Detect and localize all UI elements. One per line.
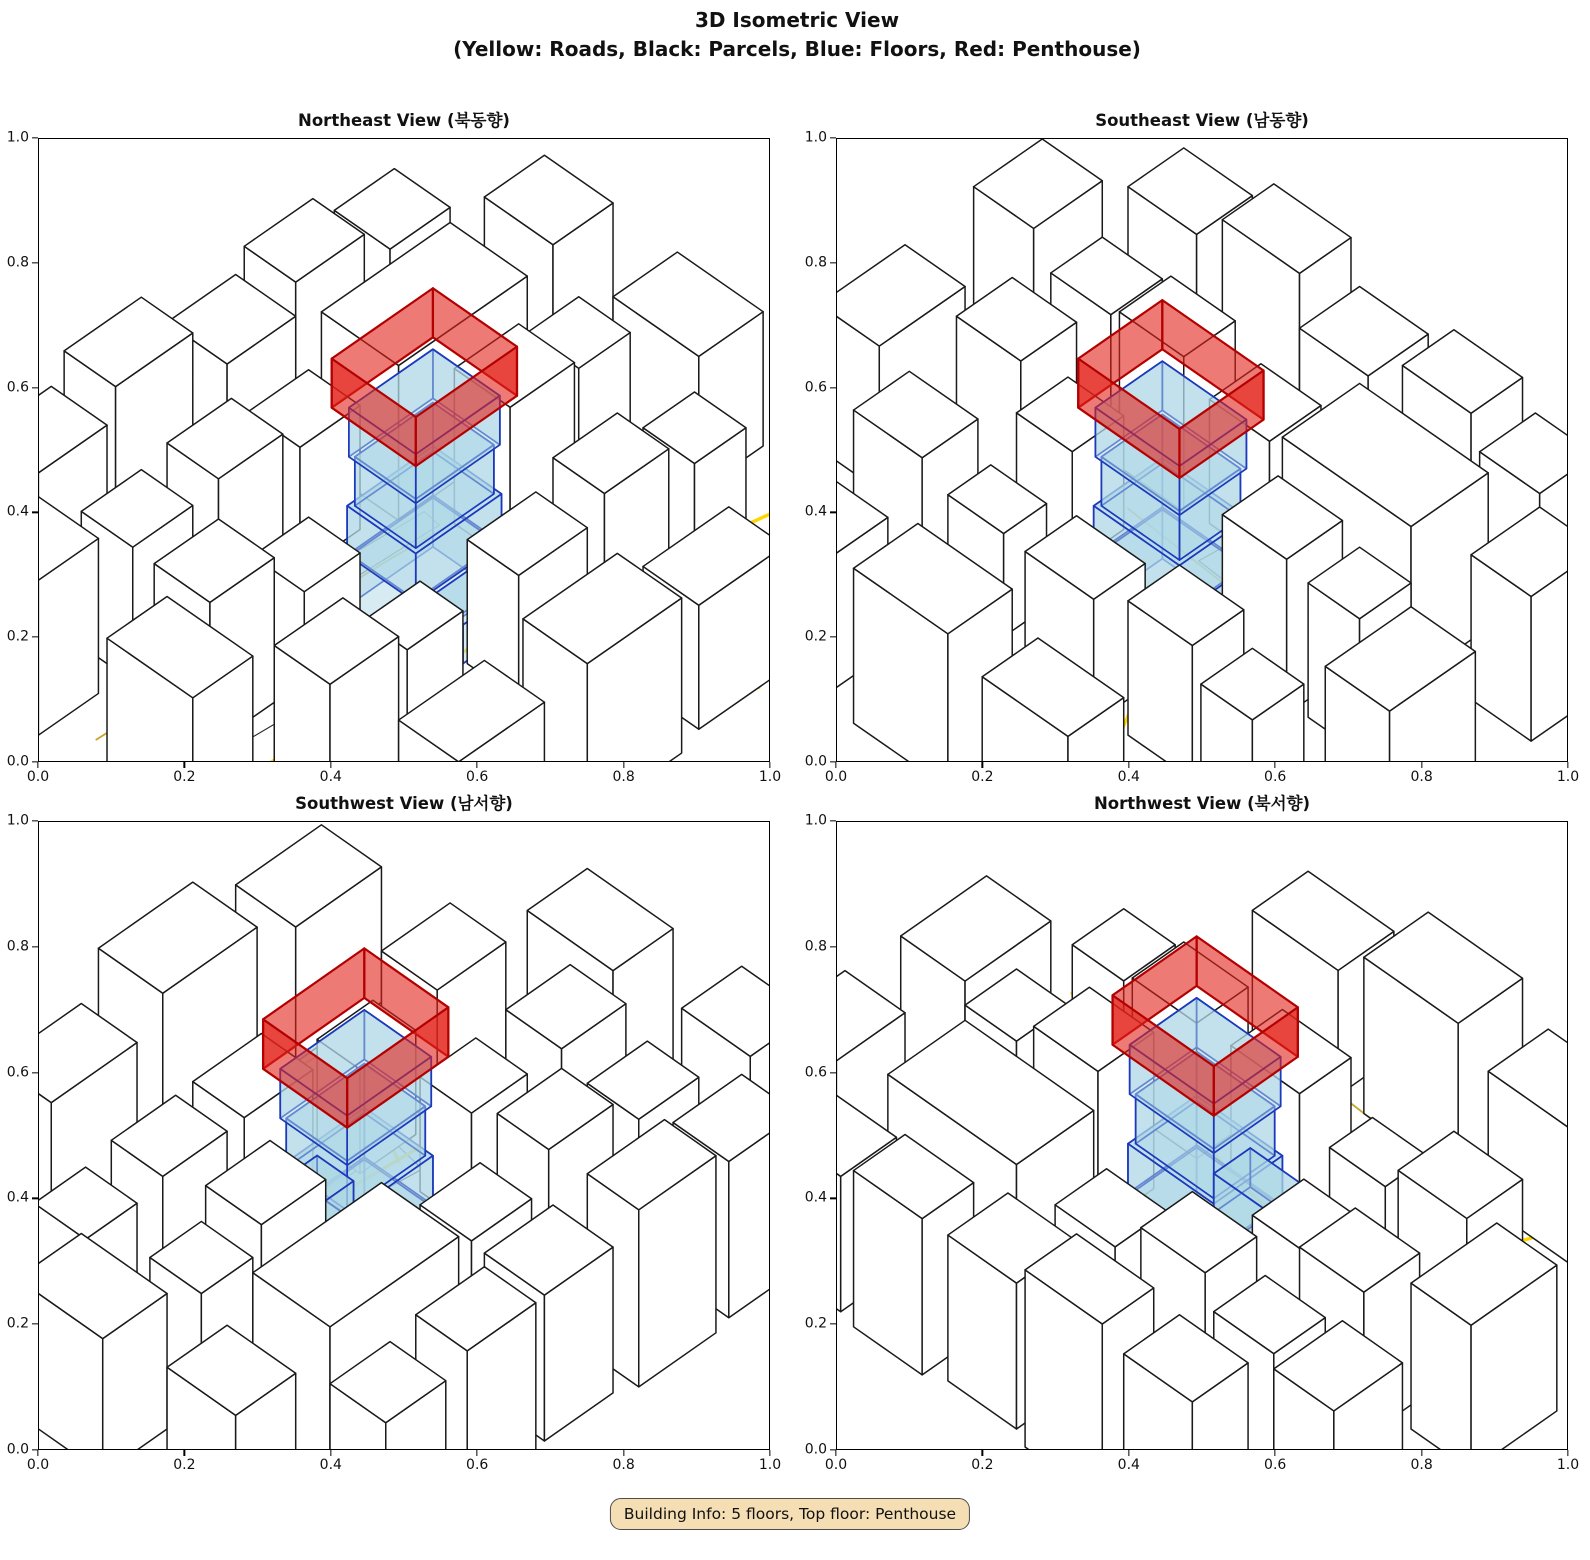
y-tick-label: 1.0 [804,129,827,146]
x-tick-label: 0.0 [824,1457,848,1473]
x-tick-label: 0.8 [1410,1457,1433,1473]
y-tick-mark [32,137,38,138]
building-info-badge: Building Info: 5 floors, Top floor: Penthouse [610,1498,970,1530]
y-tick-mark [32,1072,38,1073]
subplot-title-southeast: Southeast View (남동향) [1095,111,1309,130]
x-tick-mark [1567,1450,1568,1456]
x-tick-label: 0.6 [466,769,489,785]
buildings-layer [837,871,1567,1449]
x-tick-label: 0.0 [26,769,50,785]
y-tick-mark [32,820,38,821]
y-tick-label: 0.8 [804,938,827,955]
y-tick-label: 0.6 [804,1064,827,1081]
y-tick-label: 0.6 [6,1064,29,1081]
y-tick-mark [830,946,836,947]
y-tick-label: 1.0 [6,812,29,829]
x-tick-label: 0.6 [466,1457,489,1473]
y-tick-label: 0.2 [6,1315,29,1332]
y-tick-label: 0.4 [804,1189,827,1206]
x-tick-label: 1.0 [1556,1457,1580,1473]
y-tick-mark [32,1198,38,1199]
x-tick-mark [623,762,624,768]
x-tick-label: 0.0 [26,1457,50,1473]
subplot-title-southwest: Southwest View (남서향) [295,794,513,813]
y-tick-mark [830,1449,836,1450]
plot-southwest [38,821,770,1450]
x-tick-label: 0.4 [319,1457,342,1473]
y-tick-label: 0.6 [804,379,827,396]
x-tick-label: 1.0 [758,769,782,785]
x-tick-mark [835,762,836,768]
y-tick-label: 0.0 [804,753,827,770]
x-tick-mark [477,762,478,768]
x-tick-mark [623,1450,624,1456]
x-tick-mark [1128,1450,1129,1456]
y-tick-label: 0.2 [6,628,29,645]
buildings-layer [39,155,769,761]
x-tick-mark [835,1450,836,1456]
x-tick-label: 0.2 [173,1457,196,1473]
y-tick-mark [32,1449,38,1450]
y-tick-mark [830,1324,836,1325]
y-tick-label: 0.0 [804,1441,827,1458]
y-tick-label: 0.0 [6,753,29,770]
buildings-layer [837,139,1567,761]
x-tick-label: 0.8 [612,1457,635,1473]
x-tick-mark [982,762,983,768]
scene-northwest [837,822,1567,1449]
y-tick-mark [32,946,38,947]
x-tick-label: 1.0 [758,1457,782,1473]
y-tick-mark [32,637,38,638]
y-tick-label: 0.4 [6,1189,29,1206]
subplot-title-northeast: Northeast View (북동향) [298,111,510,130]
x-tick-mark [477,1450,478,1456]
x-tick-label: 1.0 [1556,769,1580,785]
y-tick-mark [830,137,836,138]
y-tick-mark [32,761,38,762]
y-tick-label: 0.8 [6,938,29,955]
y-tick-label: 0.6 [6,379,29,396]
plot-southeast [836,138,1568,762]
x-tick-mark [1275,1450,1276,1456]
y-tick-mark [830,637,836,638]
x-tick-mark [982,1450,983,1456]
x-tick-mark [1421,762,1422,768]
x-tick-label: 0.8 [1410,769,1433,785]
figure-title [453,6,1141,64]
x-tick-mark [37,1450,38,1456]
x-tick-mark [1128,762,1129,768]
plot-northeast [38,138,770,762]
y-tick-label: 0.8 [6,254,29,271]
figure-title-line2: (Yellow: Roads, Black: Parcels, Blue: Floors, Red: Penthouse) [453,37,1141,61]
x-tick-label: 0.4 [1117,1457,1140,1473]
x-tick-mark [184,762,185,768]
x-tick-label: 0.6 [1264,769,1287,785]
x-tick-label: 0.4 [1117,769,1140,785]
y-tick-label: 0.8 [804,254,827,271]
y-tick-mark [830,387,836,388]
y-tick-mark [32,387,38,388]
subplot-title-northwest: Northwest View (북서향) [1093,794,1311,813]
y-tick-mark [32,262,38,263]
x-tick-label: 0.4 [319,769,342,785]
x-tick-label: 0.2 [971,1457,994,1473]
y-tick-mark [830,262,836,263]
y-tick-label: 1.0 [804,812,827,829]
scene-northeast [39,139,769,761]
y-tick-label: 1.0 [6,129,29,146]
x-tick-label: 0.0 [824,769,848,785]
x-tick-label: 0.2 [173,769,196,785]
y-tick-mark [830,761,836,762]
figure-title-line1: 3D Isometric View [694,8,900,32]
y-tick-label: 0.2 [804,1315,827,1332]
plot-northwest [836,821,1568,1450]
y-tick-mark [830,1198,836,1199]
x-tick-mark [37,762,38,768]
x-tick-label: 0.2 [971,769,994,785]
x-tick-mark [1567,762,1568,768]
x-tick-label: 0.6 [1264,1457,1287,1473]
x-tick-mark [1421,1450,1422,1456]
y-tick-label: 0.4 [804,503,827,520]
x-tick-mark [184,1450,185,1456]
x-tick-mark [769,1450,770,1456]
y-tick-mark [830,512,836,513]
buildings-layer [39,825,769,1449]
x-tick-label: 0.8 [612,769,635,785]
y-tick-mark [32,1324,38,1325]
y-tick-label: 0.4 [6,503,29,520]
x-tick-mark [330,1450,331,1456]
x-tick-mark [330,762,331,768]
y-tick-mark [32,512,38,513]
x-tick-mark [769,762,770,768]
scene-southwest [39,822,769,1449]
y-tick-mark [830,1072,836,1073]
y-tick-label: 0.2 [804,628,827,645]
y-tick-label: 0.0 [6,1441,29,1458]
x-tick-mark [1275,762,1276,768]
y-tick-mark [830,820,836,821]
scene-southeast [837,139,1567,761]
